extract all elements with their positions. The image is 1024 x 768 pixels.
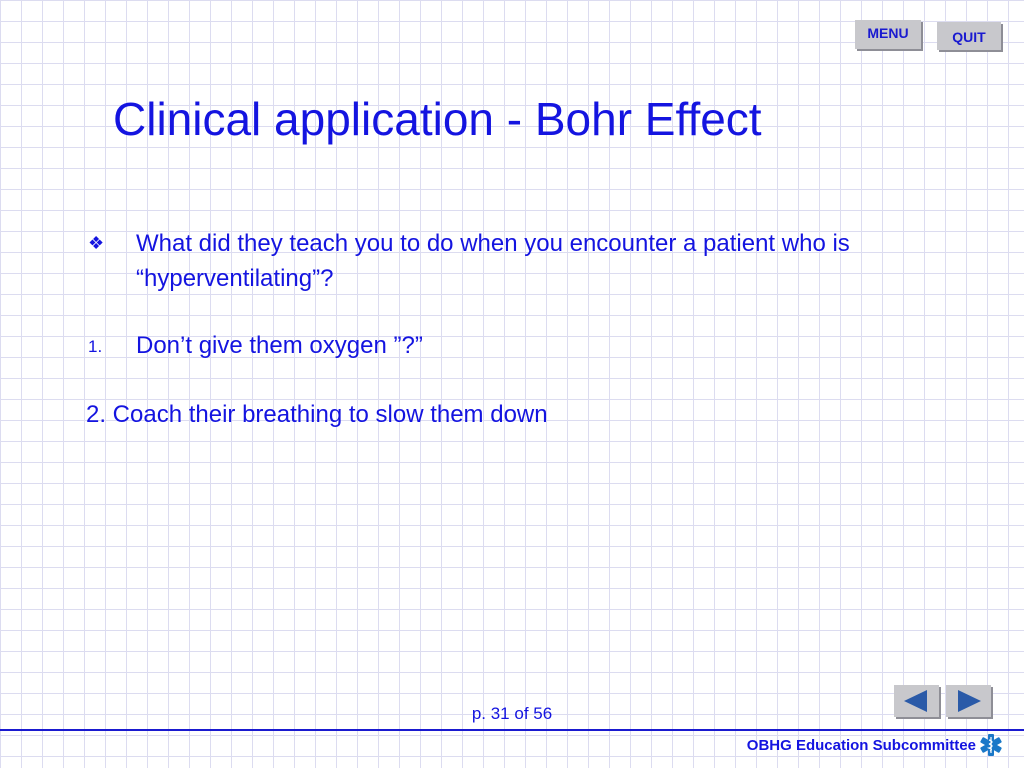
- menu-button[interactable]: [855, 20, 921, 49]
- bullet-question-line2: “hyperventilating”?: [136, 265, 334, 292]
- star-of-life-icon: [979, 733, 1003, 757]
- list-item-2: 2. Coach their breathing to slow them down: [86, 401, 548, 428]
- footer-divider: [0, 729, 1024, 731]
- diamond-bullet-icon: ❖: [88, 233, 105, 253]
- menu-button-label: MENU: [867, 24, 909, 41]
- list-item-1-number: 1.: [88, 337, 103, 356]
- slide-title: Clinical application - Bohr Effect: [113, 93, 762, 145]
- footer-organization: OBHG Education Subcommittee: [746, 737, 976, 754]
- right-arrow-icon: [946, 685, 991, 717]
- quit-button-label: QUIT: [952, 29, 986, 45]
- bullet-question-line1: What did they teach you to do when you encounter a patient who is: [136, 230, 850, 257]
- page-number: p. 31 of 56: [471, 704, 553, 723]
- next-page-button[interactable]: [946, 685, 991, 717]
- bullet-question: [136, 226, 850, 296]
- left-arrow-icon: [894, 685, 939, 717]
- list-item-1-text: Don’t give them oxygen ”?”: [136, 332, 423, 359]
- previous-page-button[interactable]: [894, 685, 939, 717]
- quit-button[interactable]: [937, 22, 1001, 50]
